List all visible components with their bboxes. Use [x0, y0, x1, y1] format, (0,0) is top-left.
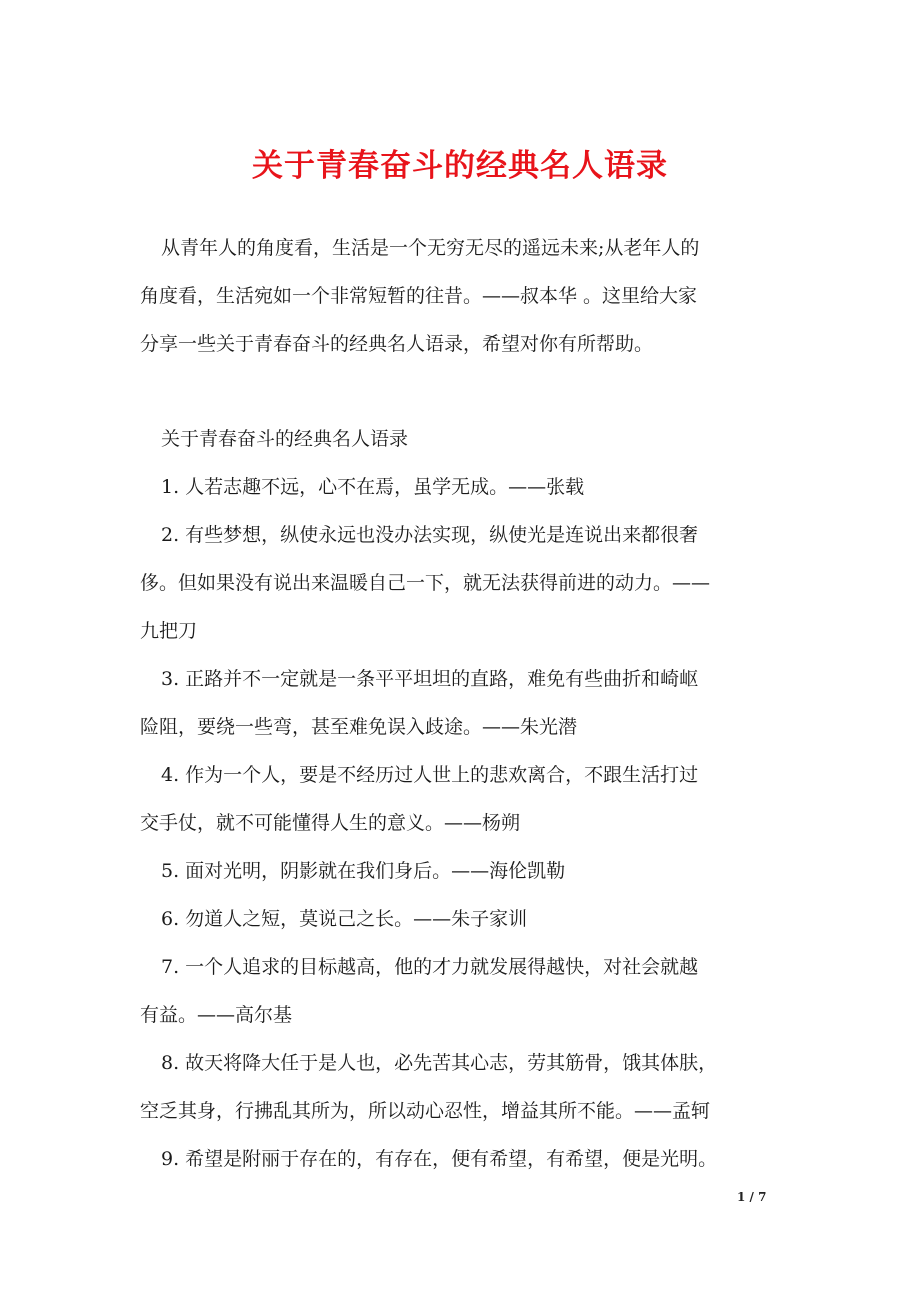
quote-item [140, 895, 790, 943]
quote-line: 7. 一个人追求的目标越高，他的才力就发展得越快，对社会就越 [161, 956, 699, 978]
intro-line: 分享一些关于青春奋斗的经典名人语录，希望对你有所帮助。 [140, 333, 654, 355]
quote-line: 3. 正路并不一定就是一条平平坦坦的直路，难免有些曲折和崎岖 [161, 668, 699, 690]
quote-item [140, 1039, 790, 1135]
quote-item [140, 655, 790, 751]
quote-item [140, 751, 790, 847]
quote-line: 6. 勿道人之短，莫说己之长。——朱子家训 [161, 908, 528, 930]
quote-line: 4. 作为一个人，要是不经历过人世上的悲欢离合，不跟生活打过 [161, 764, 699, 786]
quote-list [140, 463, 790, 1183]
quote-line: 交手仗，就不可能懂得人生的意义。——杨朔 [140, 812, 521, 834]
document-title: 关于青春奋斗的经典名人语录 [252, 148, 668, 184]
quote-item [140, 511, 790, 655]
quote-line: 5. 面对光明，阴影就在我们身后。——海伦凯勒 [161, 860, 566, 882]
quote-line: 侈。但如果没有说出来温暖自己一下，就无法获得前进的动力。—— [140, 572, 711, 594]
quote-item [140, 463, 790, 511]
quote-line: 8. 故天将降大任于是人也，必先苦其心志，劳其筋骨，饿其体肤， [161, 1052, 718, 1074]
quote-line: 九把刀 [140, 620, 198, 642]
quote-item [140, 943, 790, 1039]
intro-line: 角度看，生活宛如一个非常短暂的往昔。——叔本华 。这里给大家 [140, 285, 698, 307]
quote-line: 2. 有些梦想，纵使永远也没办法实现，纵使光是连说出来都很奢 [161, 524, 699, 546]
page-number: 1 / 7 [737, 1190, 767, 1204]
section-heading-block [140, 415, 790, 463]
intro-paragraph [140, 224, 790, 368]
quote-line: 有益。——高尔基 [140, 1004, 293, 1026]
quote-line: 9. 希望是附丽于存在的，有存在，便有希望，有希望，便是光明。 [161, 1148, 718, 1170]
section-heading: 关于青春奋斗的经典名人语录 [161, 428, 409, 450]
intro-line: 从青年人的角度看，生活是一个无穷无尽的遥远未来;从老年人的 [161, 237, 700, 259]
quote-item [140, 1135, 790, 1183]
quote-line: 险阻，要绕一些弯，甚至难免误入歧途。——朱光潜 [140, 716, 578, 738]
quote-line: 空乏其身，行拂乱其所为，所以动心忍性，增益其所不能。——孟轲 [140, 1100, 711, 1122]
quote-line: 1. 人若志趣不远，心不在焉，虽学无成。——张载 [161, 476, 585, 498]
quote-item [140, 847, 790, 895]
